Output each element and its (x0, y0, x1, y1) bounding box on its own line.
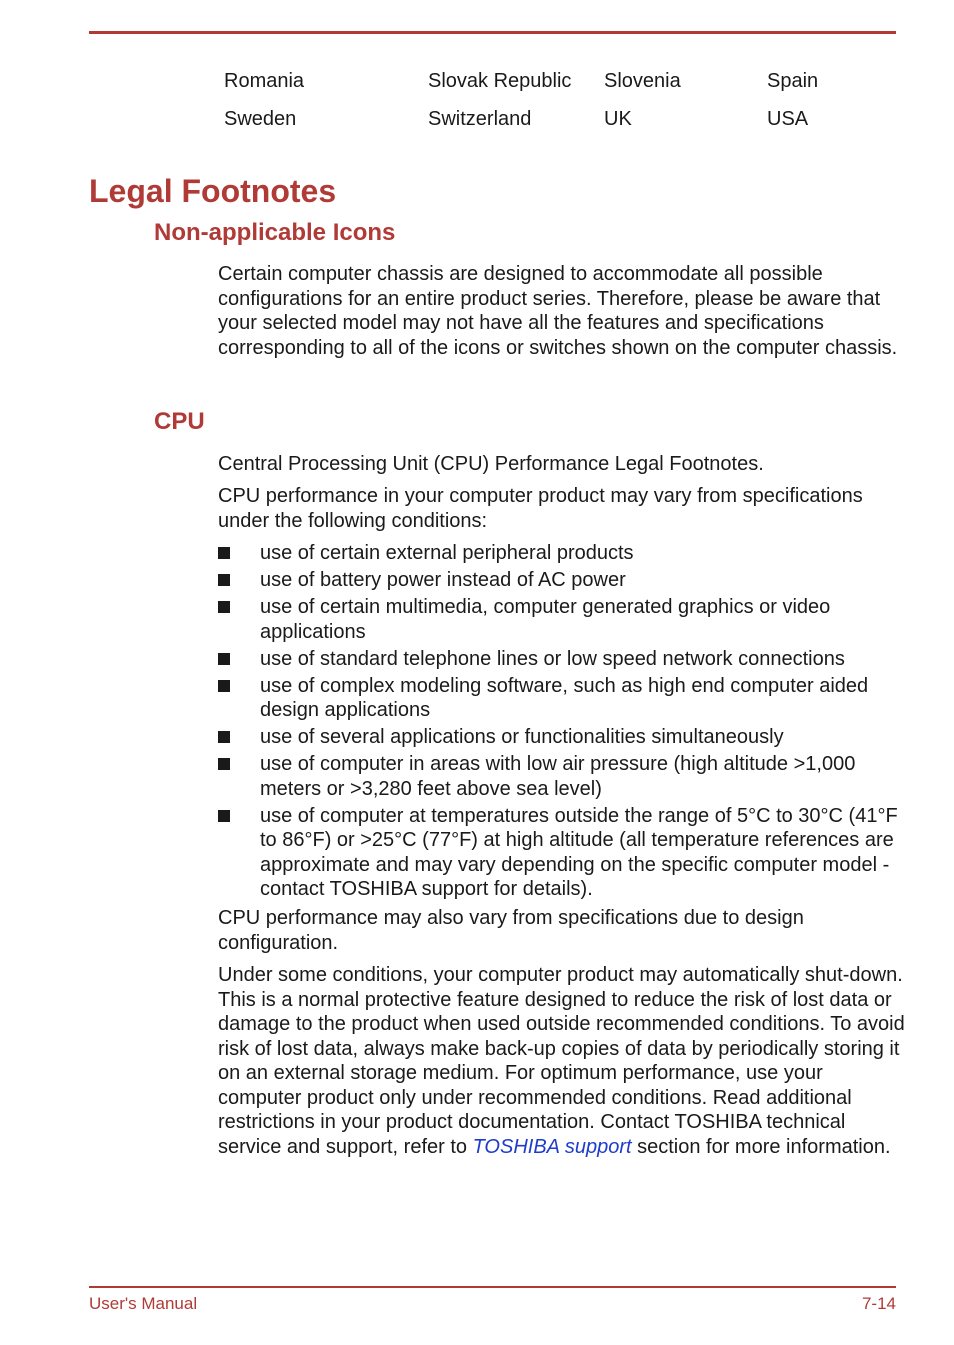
country-cell: Slovenia (604, 70, 681, 92)
list-item-text: use of computer in areas with low air pressure (high altitude >1,000 meters or >3,280 feet above sea level) (260, 753, 856, 800)
bullet-square-icon (218, 574, 230, 586)
country-cell: UK (604, 108, 632, 130)
cpu-vary-paragraph: CPU performance in your computer product may vary from specifications under the following conditions: (218, 485, 863, 532)
bullet-square-icon (218, 653, 230, 665)
list-item-text: use of certain multimedia, computer generated graphics or video applications (260, 596, 831, 643)
list-item-text: use of computer at temperatures outside the range of 5°C to 30°C (41°F to 86°F) or >25°C (77°F) at high altitude (all temperature references are approximate and may vary depending on the specific computer model - contact TOSHIBA support for details). (260, 804, 898, 900)
country-cell: Sweden (224, 108, 297, 130)
list-item-text: use of several applications or functionalities simultaneously (260, 726, 784, 748)
bullet-square-icon (218, 731, 230, 743)
list-item (218, 647, 908, 672)
list-item-text: use of complex modeling software, such as high end computer aided design applications (260, 674, 869, 721)
list-item-text: use of battery power instead of AC power (260, 569, 626, 591)
list-item (218, 568, 908, 593)
icons-paragraph: Certain computer chassis are designed to accommodate all possible configurations for an entire product series. Therefore, please be aware that your selected model may not have all the features and specifications corresponding to all of the icons or switches shown on the computer chassis. (218, 263, 898, 359)
country-row (224, 68, 887, 106)
country-row (224, 106, 887, 144)
bottom-rule (89, 1286, 896, 1288)
country-cell: Slovak Republic (428, 70, 572, 92)
top-rule (89, 31, 896, 34)
shutdown-text: Under some conditions, your computer product may automatically shut-down. This is a normal protective feature designed to reduce the risk of lost data or damage to the product when used outside recommended conditions. To avoid risk of lost data, always make back-up copies of data by periodically storing it on an external storage medium. For optimum performance, use your computer product only under recommended conditions. Read additional restrictions in your product documentation. Contact TOSHIBA technical service and support, refer to (218, 964, 905, 1158)
list-item-text: use of certain external peripheral products (260, 542, 634, 564)
cpu-conditions-list (218, 541, 908, 904)
list-item (218, 725, 908, 750)
footer-manual-title: User's Manual (89, 1294, 198, 1313)
toshiba-support-link[interactable]: TOSHIBA support (472, 1135, 632, 1158)
country-cell: Romania (224, 70, 305, 92)
list-item-text: use of standard telephone lines or low speed network connections (260, 647, 845, 670)
section-title-cpu: CPU (154, 408, 205, 435)
bullet-square-icon (218, 547, 230, 559)
cpu-design-paragraph: CPU performance may also vary from specifications due to design configuration. (218, 907, 804, 954)
bullet-square-icon (218, 601, 230, 613)
cpu-shutdown-paragraph (218, 963, 908, 1159)
bullet-square-icon (218, 680, 230, 692)
list-item (218, 804, 908, 902)
country-cell: USA (767, 108, 809, 130)
list-item (218, 541, 908, 566)
section-title-non-applicable-icons: Non-applicable Icons (154, 219, 396, 246)
list-item (218, 674, 908, 723)
country-cell: Spain (767, 70, 819, 92)
list-item (218, 752, 908, 801)
country-cell: Switzerland (428, 108, 532, 130)
cpu-intro-paragraph: Central Processing Unit (CPU) Performance Legal Footnotes. (218, 453, 764, 475)
footer-page-number: 7-14 (861, 1294, 896, 1313)
country-table (224, 68, 887, 144)
bullet-square-icon (218, 810, 230, 822)
shutdown-tail-text: section for more information. (637, 1135, 891, 1158)
page-heading: Legal Footnotes (89, 173, 337, 209)
bullet-square-icon (218, 758, 230, 770)
list-item (218, 595, 908, 644)
